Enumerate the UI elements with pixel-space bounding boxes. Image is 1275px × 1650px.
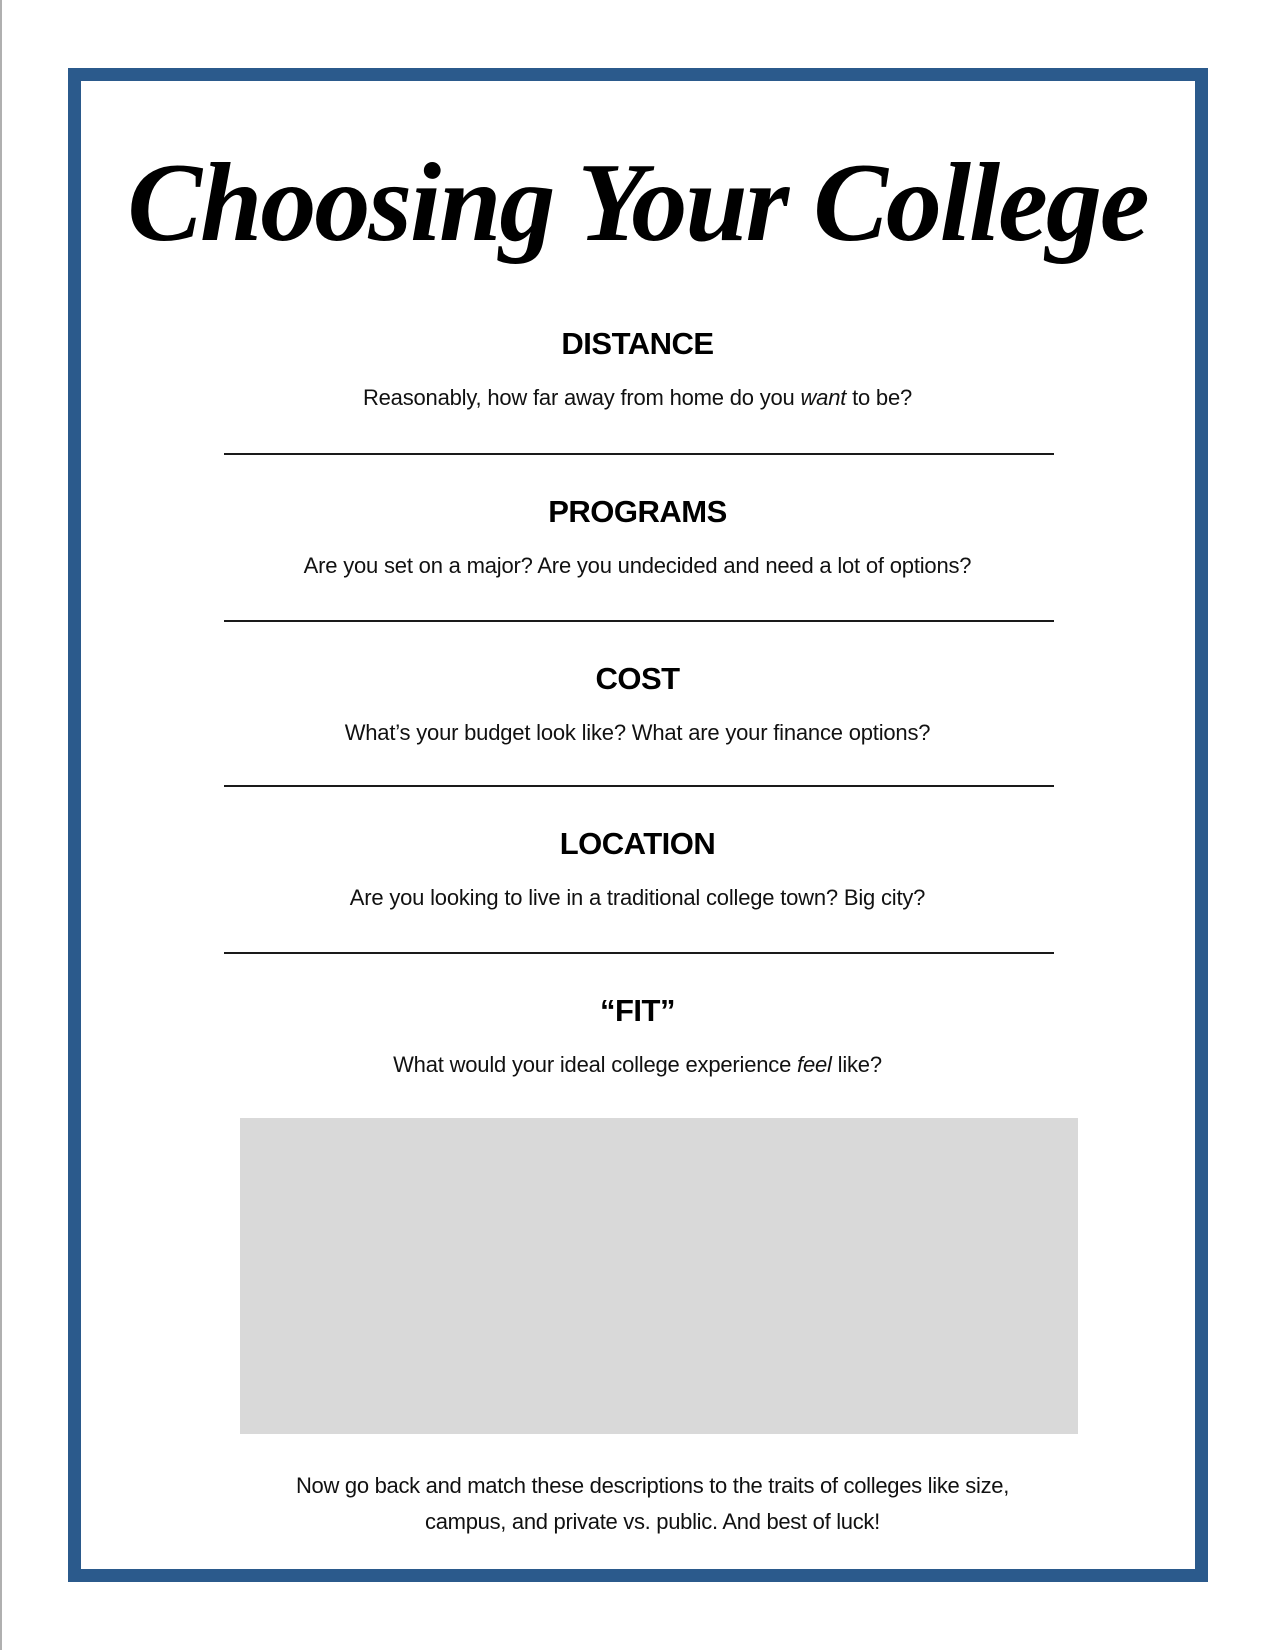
question-text: Are you set on a major? Are you undecided and need a lot of options? [303, 553, 972, 578]
question-text: Reasonably, how far away from home do you [362, 385, 801, 410]
question-text: What would your ideal college experience [393, 1052, 798, 1077]
section-question-fit [0, 1051, 1275, 1079]
section-question-location [0, 884, 1275, 912]
closing-note [235, 1468, 1070, 1540]
question-emphasis: feel [797, 1052, 832, 1077]
closing-line-2: campus, and private vs. public. And best of luck! [425, 1509, 880, 1534]
question-text: What’s your budget look like? What are your finance options? [344, 720, 931, 745]
question-text: Are you looking to live in a traditional college town? Big city? [349, 885, 926, 910]
section-question-cost [0, 719, 1275, 747]
section-heading-distance: DISTANCE [561, 326, 714, 361]
question-emphasis: want [800, 385, 847, 410]
fit-answer-box[interactable] [240, 1118, 1078, 1434]
page-title: Choosing Your College [127, 141, 1148, 265]
answer-line-distance[interactable] [224, 453, 1054, 455]
section-heading-location: LOCATION [559, 826, 716, 861]
answer-line-cost[interactable] [224, 785, 1054, 787]
question-text: to be? [846, 385, 913, 410]
question-text: like? [831, 1052, 882, 1077]
answer-line-programs[interactable] [224, 620, 1054, 622]
closing-line-1: Now go back and match these descriptions to the traits of colleges like size, [295, 1473, 1010, 1498]
section-heading-fit: “FIT” [600, 993, 675, 1028]
section-question-distance [0, 384, 1275, 412]
section-heading-programs: PROGRAMS [548, 494, 727, 529]
section-heading-cost: COST [595, 661, 680, 696]
section-question-programs [0, 552, 1275, 580]
answer-line-location[interactable] [224, 952, 1054, 954]
